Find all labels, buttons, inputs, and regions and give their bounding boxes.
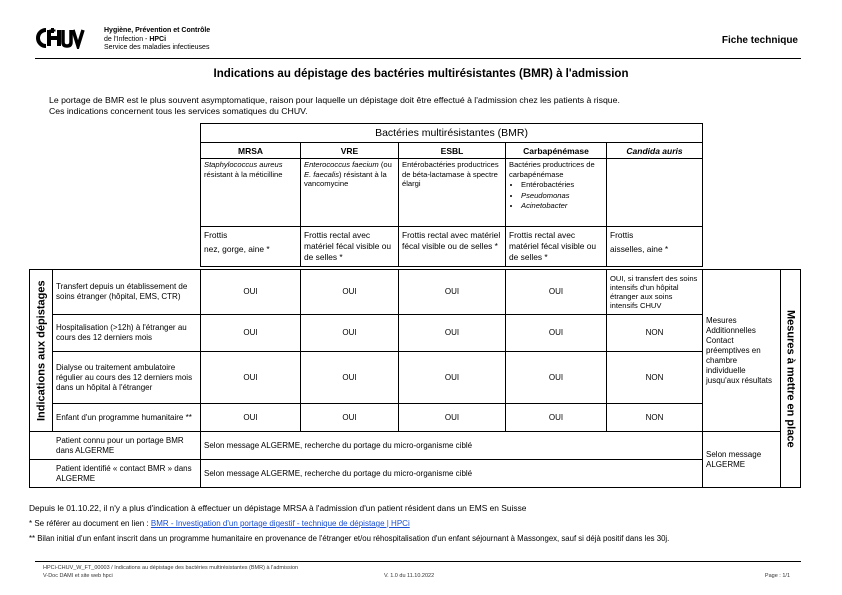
- algerme-text: Selon message ALGERME, recherche du portage du micro-organisme ciblé: [201, 432, 703, 460]
- specimen-esbl: Frottis rectal avec matériel fécal visible ou de selles *: [399, 227, 506, 267]
- bmr-table: [200, 123, 703, 267]
- org-line1: Hygiène, Prévention et Contrôle: [104, 27, 211, 34]
- cell-value: OUI: [301, 315, 399, 352]
- cell-value: OUI: [301, 352, 399, 404]
- col-candida: Candida auris: [607, 143, 703, 159]
- page-title: Indications au dépistage des bactéries multirésistantes (BMR) à l'admission: [213, 68, 629, 80]
- desc-esbl: Entérobactéries productrices de béta-lactamase à spectre élargi: [399, 159, 506, 227]
- cell-candida: NON: [607, 315, 703, 352]
- cell-value: OUI: [201, 352, 301, 404]
- footer-divider: [35, 561, 801, 562]
- note-ems: Depuis le 01.10.22, il n'y a plus d'indication à effectuer un dépistage MRSA à l'admission d'un patient résident dans un EMS en Suisse: [29, 503, 527, 513]
- footer-location: V-Doc DAMI et site web hpci: [43, 573, 113, 579]
- col-carbapenemase: Carbapénémase: [506, 143, 607, 159]
- cell-value: OUI: [506, 404, 607, 432]
- cell-value: OUI: [506, 352, 607, 404]
- cell-value: OUI: [399, 352, 506, 404]
- cell-value: OUI: [399, 270, 506, 315]
- desc-mrsa: Staphylococcus aureus résistant à la méticilline: [201, 159, 301, 227]
- cell-value: OUI: [201, 315, 301, 352]
- cell-candida: NON: [607, 352, 703, 404]
- org-line3: Service des maladies infectieuses: [104, 44, 210, 51]
- col-mrsa: MRSA: [201, 143, 301, 159]
- indications-table: [29, 269, 801, 488]
- measures-top: Mesures Additionnelles Contact préemptives en chambre individuelle jusqu'aux résultats: [703, 270, 781, 432]
- desc-vre: Enterococcus faecium (ou E. faecalis) résistant à la vancomycine: [301, 159, 399, 227]
- note-child: ** Bilan initial d'un enfant inscrit dans un programme humanitaire en provenance de l'étranger et/ou réhospitalisation d'un enfant séjournant à Massongex, sauf si déjà positif dans les 30j.: [29, 534, 670, 543]
- cell-value: OUI: [506, 315, 607, 352]
- header-divider: [35, 58, 801, 59]
- measures-bottom: Selon message ALGERME: [703, 432, 781, 488]
- row-label: Transfert depuis un établissement de soins étranger (hôpital, EMS, CTR): [53, 270, 201, 315]
- cell-value: OUI: [506, 270, 607, 315]
- cell-candida: NON: [607, 404, 703, 432]
- chuv-logo: [35, 27, 89, 49]
- footer-version: V. 1.0 du 11.10.2022: [384, 573, 435, 579]
- org-block: [104, 27, 210, 53]
- org-line2: de l'Infection -: [104, 35, 150, 43]
- doc-type: Fiche technique: [721, 35, 798, 46]
- right-label: Mesures à mettre en place: [781, 270, 801, 488]
- footer-doc-ref: HPCi-CHUV_W_FT_00003 / Indications au dépistage des bactéries multirésistantes (BMR) à l'admission: [43, 565, 299, 571]
- cell-value: OUI: [399, 404, 506, 432]
- cell-candida: OUI, si transfert des soins intensifs d'un hôpital étranger aux soins intensifs CHUV: [607, 270, 703, 315]
- specimen-mrsa: Frottis nez, gorge, aine *: [201, 227, 301, 267]
- bullet-item: • Pseudomonas: [521, 191, 603, 201]
- cell-value: OUI: [301, 404, 399, 432]
- cell-value: OUI: [301, 270, 399, 315]
- row-label: Enfant d'un programme humanitaire **: [53, 404, 201, 432]
- specimen-vre: Frottis rectal avec matériel fécal visible ou de selles *: [301, 227, 399, 267]
- cell-value: OUI: [201, 270, 301, 315]
- col-esbl: ESBL: [399, 143, 506, 159]
- side-label: Indications aux dépistages: [30, 270, 53, 432]
- cell-value: OUI: [201, 404, 301, 432]
- ref-link[interactable]: BMR - Investigation d'un portage digestif - technique de dépistage | HPCi: [150, 519, 410, 528]
- row-label: Patient connu pour un portage BMR dans ALGERME: [30, 432, 201, 460]
- footer-page: Page : 1/1: [764, 573, 790, 579]
- algerme-text: Selon message ALGERME, recherche du portage du micro-organisme ciblé: [201, 460, 703, 488]
- col-vre: VRE: [301, 143, 399, 159]
- org-line2-bold: HPCi: [149, 35, 167, 43]
- cell-value: OUI: [399, 315, 506, 352]
- desc-carbapenemase: Bactéries productrices de carbapénémase • Entérobactéries • Pseudomonas • Acinetobacter: [506, 159, 607, 227]
- intro: [49, 95, 749, 116]
- desc-candida: [607, 159, 703, 227]
- intro-line1: Le portage de BMR est le plus souvent asymptomatique, raison pour laquelle un dépistage doit être effectué à l'admission chez les patients à risque.: [49, 95, 620, 105]
- bullet-item: • Acinetobacter: [521, 201, 603, 211]
- bullet-item: • Entérobactéries: [521, 180, 603, 190]
- note-ref: * Se référer au document en lien : BMR - Investigation d'un portage digestif - technique de dépistage | HPCi: [29, 519, 410, 528]
- row-label: Hospitalisation (>12h) à l'étranger au cours des 12 derniers mois: [53, 315, 201, 352]
- row-label: Dialyse ou traitement ambulatoire régulier au cours des 12 derniers mois dans un hôpital à l'étranger: [53, 352, 201, 404]
- intro-line2: Ces indications concernent tous les services somatiques du CHUV.: [49, 105, 308, 116]
- row-label: Patient identifié « contact BMR » dans ALGERME: [30, 460, 201, 488]
- bmr-heading: Bactéries multirésistantes (BMR): [201, 124, 703, 143]
- specimen-candida: Frottis aisselles, aine *: [607, 227, 703, 267]
- specimen-carbapenemase: Frottis rectal avec matériel fécal visible ou de selles *: [506, 227, 607, 267]
